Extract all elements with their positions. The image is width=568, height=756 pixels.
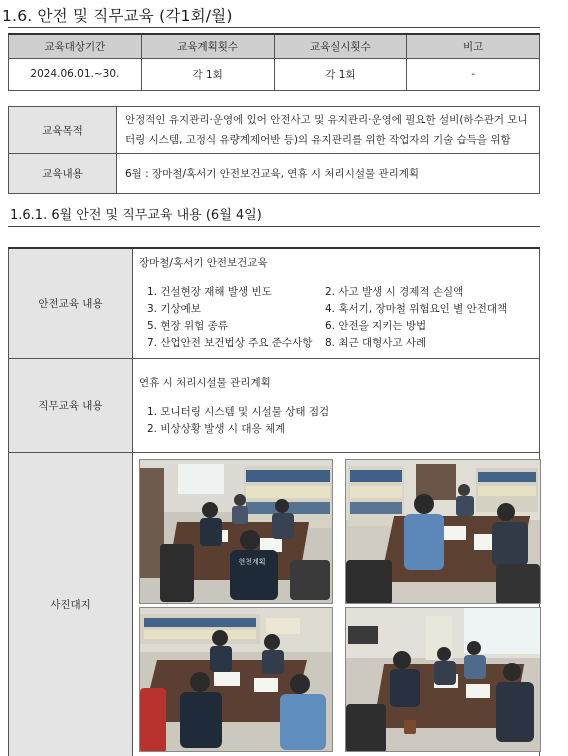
job-items <box>139 404 533 438</box>
section-heading: 1.6. 안전 및 직무교육 (각1회/월) <box>2 7 233 25</box>
photo-training-1 <box>139 459 333 604</box>
col-header-planned: 교육계획횟수 <box>141 34 274 58</box>
photo-row <box>9 452 540 756</box>
cell-conducted: 각 1회 <box>274 58 407 90</box>
safety-items <box>139 284 533 351</box>
safety-label: 안전교육 내용 <box>9 248 133 358</box>
subheading-rule <box>8 226 540 227</box>
job-title: 연휴 시 처리시설물 관리계획 <box>139 376 271 389</box>
col-header-remarks: 비고 <box>407 34 540 58</box>
safety-title: 장마철/혹서기 안전보건교육 <box>139 257 268 269</box>
col-header-conducted: 교육실시횟수 <box>274 34 407 58</box>
photo-training-3 <box>139 607 333 752</box>
content-row <box>9 154 540 194</box>
cell-period: 2024.06.01.~30. <box>9 58 142 90</box>
purpose-text: 안정적인 유지관리·운영에 있어 안전사고 및 유지관리·운영에 필요한 설비(하수관거 모니터링 시스템, 고정식 유량계제어반 등)의 유지관리를 위한 작업자의 기술 습득을 위함 <box>117 107 540 154</box>
safety-item: 5. 현장 위험 종류 <box>147 320 228 332</box>
heading-rule <box>8 27 540 28</box>
photo-grid <box>139 457 533 752</box>
col-header-period: 교육대상기간 <box>9 34 142 58</box>
schedule-table <box>8 33 540 91</box>
job-label: 직무교육 내용 <box>9 358 133 452</box>
purpose-label: 교육목적 <box>9 107 117 154</box>
job-item: 2. 비상상황 발생 시 대응 체계 <box>147 422 286 435</box>
job-row <box>9 358 540 452</box>
cell-planned: 각 1회 <box>141 58 274 90</box>
safety-row <box>9 248 540 358</box>
vest-text: 현천계획 <box>238 557 266 566</box>
safety-item: 1. 건설현장 재해 발생 빈도 <box>147 286 272 298</box>
photo-training-4 <box>345 607 541 752</box>
education-overview-table <box>8 106 540 194</box>
job-item: 1. 모니터링 시스템 및 시설물 상태 점검 <box>147 405 330 418</box>
schedule-header-row <box>9 34 540 58</box>
education-detail-table <box>8 247 540 756</box>
safety-item: 2. 사고 발생 시 경제적 손실액 <box>325 286 464 298</box>
purpose-row <box>9 107 540 154</box>
safety-item: 6. 안전을 지키는 방법 <box>325 320 427 332</box>
photo-label: 사진대지 <box>9 452 133 756</box>
schedule-row <box>9 58 540 90</box>
cell-remarks: - <box>407 58 540 90</box>
subsection-heading: 1.6.1. 6월 안전 및 직무교육 내용 (6월 4일) <box>10 208 262 223</box>
safety-item: 7. 산업안전 보건법상 주요 준수사항 <box>147 337 313 349</box>
content-text: 6월 : 장마철/혹서기 안전보건교육, 연휴 시 처리시설물 관리계획 <box>117 154 540 194</box>
content-label: 교육내용 <box>9 154 117 194</box>
safety-item: 3. 기상예보 <box>147 303 201 315</box>
safety-item: 8. 최근 대형사고 사례 <box>325 337 427 349</box>
safety-item: 4. 혹서기, 장마철 위험요인 별 안전대책 <box>325 303 508 315</box>
photo-training-2 <box>345 459 541 604</box>
